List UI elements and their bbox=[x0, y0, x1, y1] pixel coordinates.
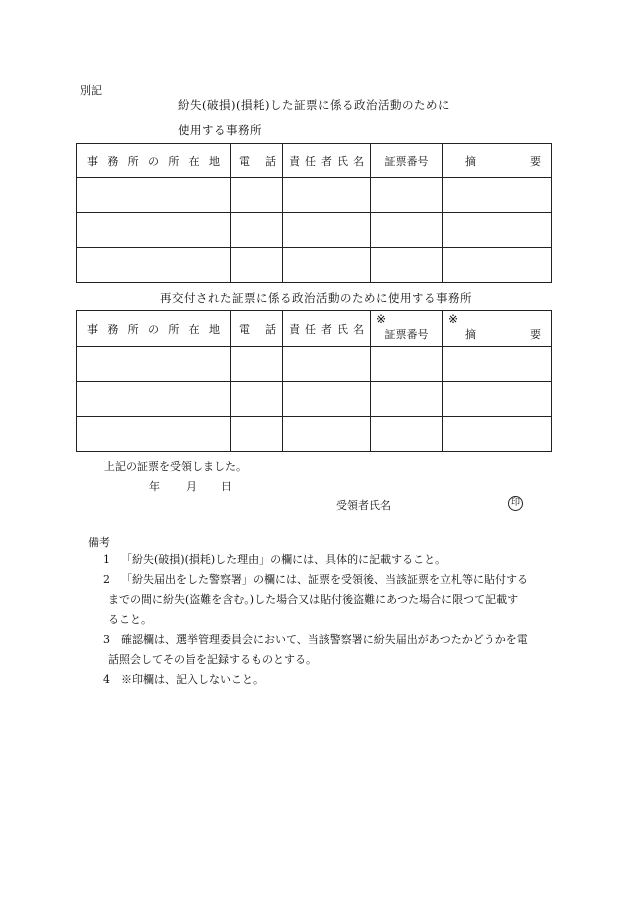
table-row bbox=[77, 248, 552, 283]
cell-manager[interactable] bbox=[283, 213, 371, 248]
header-remarks-text: 摘 要 bbox=[465, 154, 541, 168]
header-cert-no-text: 証票番号 bbox=[384, 154, 429, 168]
header-address-text: 事 務 所 の 所 在 地 bbox=[87, 322, 220, 336]
cell-remarks[interactable] bbox=[443, 417, 552, 452]
header-cert-no bbox=[371, 311, 443, 347]
cell-remarks[interactable] bbox=[443, 178, 552, 213]
cell-phone[interactable] bbox=[231, 347, 283, 382]
reissued-certificate-offices-table bbox=[76, 310, 552, 452]
cell-address[interactable] bbox=[77, 178, 231, 213]
section2-title: 再交付された証票に係る政治活動のために使用する事務所 bbox=[160, 291, 472, 305]
header-cert-no bbox=[371, 144, 443, 178]
note-number: 3 bbox=[103, 633, 110, 646]
table-row bbox=[77, 213, 552, 248]
cell-cert-no[interactable] bbox=[371, 417, 443, 452]
note-line: 確認欄は、選挙管理委員会において、当該警察署に紛失届出があつたかどうかを電 bbox=[121, 633, 528, 646]
cell-phone[interactable] bbox=[231, 178, 283, 213]
table-header-row bbox=[77, 311, 552, 347]
cell-remarks[interactable] bbox=[443, 213, 552, 248]
header-manager bbox=[283, 144, 371, 178]
cell-remarks[interactable] bbox=[443, 347, 552, 382]
note-line: ること。 bbox=[108, 613, 152, 626]
header-remarks-text: 摘 要 bbox=[465, 327, 541, 341]
cell-cert-no[interactable] bbox=[371, 213, 443, 248]
form-label: 別記 bbox=[80, 84, 102, 97]
note-line: 「紛失届出をした警察署」の欄には、証票を受領後、当該証票を立札等に貼付する bbox=[121, 573, 528, 586]
cell-cert-no[interactable] bbox=[371, 248, 443, 283]
cell-manager[interactable] bbox=[283, 417, 371, 452]
note-number: 4 bbox=[103, 673, 110, 686]
receiver-name-label: 受領者氏名 bbox=[336, 499, 391, 512]
table-row bbox=[77, 382, 552, 417]
note-line: 「紛失(破損)(損耗)した理由」の欄には、具体的に記載すること。 bbox=[121, 553, 447, 566]
header-manager-text: 責 任 者 氏 名 bbox=[289, 322, 364, 336]
note-number: 1 bbox=[103, 553, 110, 566]
cell-cert-no[interactable] bbox=[371, 347, 443, 382]
note-number: 2 bbox=[103, 573, 110, 586]
receipt-text: 上記の証票を受領しました。 bbox=[104, 460, 247, 473]
note-line: ※印欄は、記入しないこと。 bbox=[121, 673, 264, 686]
table-row bbox=[77, 417, 552, 452]
table-row bbox=[77, 347, 552, 382]
cell-address[interactable] bbox=[77, 382, 231, 417]
note-line: までの間に紛失(盗難を含む。)した場合又は貼付後盗難にあつた場合に限つて記載す bbox=[108, 593, 519, 606]
receipt-month: 月 bbox=[186, 480, 197, 493]
cell-phone[interactable] bbox=[231, 382, 283, 417]
table-row bbox=[77, 178, 552, 213]
table-header-row bbox=[77, 144, 552, 178]
header-remarks bbox=[443, 311, 552, 347]
cell-cert-no[interactable] bbox=[371, 178, 443, 213]
office-use-mark: ※ bbox=[376, 312, 387, 326]
cell-address[interactable] bbox=[77, 213, 231, 248]
header-address-text: 事 務 所 の 所 在 地 bbox=[87, 154, 220, 168]
cell-address[interactable] bbox=[77, 417, 231, 452]
header-phone-text: 電 話 bbox=[239, 154, 276, 168]
section1-title-line1: 紛失(破損)(損耗)した証票に係る政治活動のために bbox=[178, 98, 450, 112]
section1-title-line2: 使用する事務所 bbox=[178, 123, 262, 137]
header-manager bbox=[283, 311, 371, 347]
cell-manager[interactable] bbox=[283, 347, 371, 382]
cell-manager[interactable] bbox=[283, 178, 371, 213]
note-line: 話照会してその旨を記録するものとする。 bbox=[108, 653, 317, 666]
cell-phone[interactable] bbox=[231, 248, 283, 283]
header-manager-text: 責 任 者 氏 名 bbox=[289, 154, 364, 168]
header-remarks bbox=[443, 144, 552, 178]
header-phone bbox=[231, 144, 283, 178]
header-cert-no-text: 証票番号 bbox=[384, 327, 429, 341]
receipt-day: 日 bbox=[221, 480, 232, 493]
cell-cert-no[interactable] bbox=[371, 382, 443, 417]
cell-remarks[interactable] bbox=[443, 382, 552, 417]
cell-phone[interactable] bbox=[231, 213, 283, 248]
header-address bbox=[77, 311, 231, 347]
cell-manager[interactable] bbox=[283, 382, 371, 417]
office-use-mark: ※ bbox=[448, 312, 459, 326]
lost-certificate-offices-table bbox=[76, 143, 552, 283]
cell-manager[interactable] bbox=[283, 248, 371, 283]
cell-remarks[interactable] bbox=[443, 248, 552, 283]
receipt-year: 年 bbox=[149, 480, 160, 493]
header-phone-text: 電 話 bbox=[239, 322, 276, 336]
header-address bbox=[77, 144, 231, 178]
header-phone bbox=[231, 311, 283, 347]
cell-address[interactable] bbox=[77, 248, 231, 283]
seal-mark: 印 bbox=[508, 496, 523, 511]
cell-phone[interactable] bbox=[231, 417, 283, 452]
cell-address[interactable] bbox=[77, 347, 231, 382]
notes-title: 備考 bbox=[88, 536, 110, 549]
